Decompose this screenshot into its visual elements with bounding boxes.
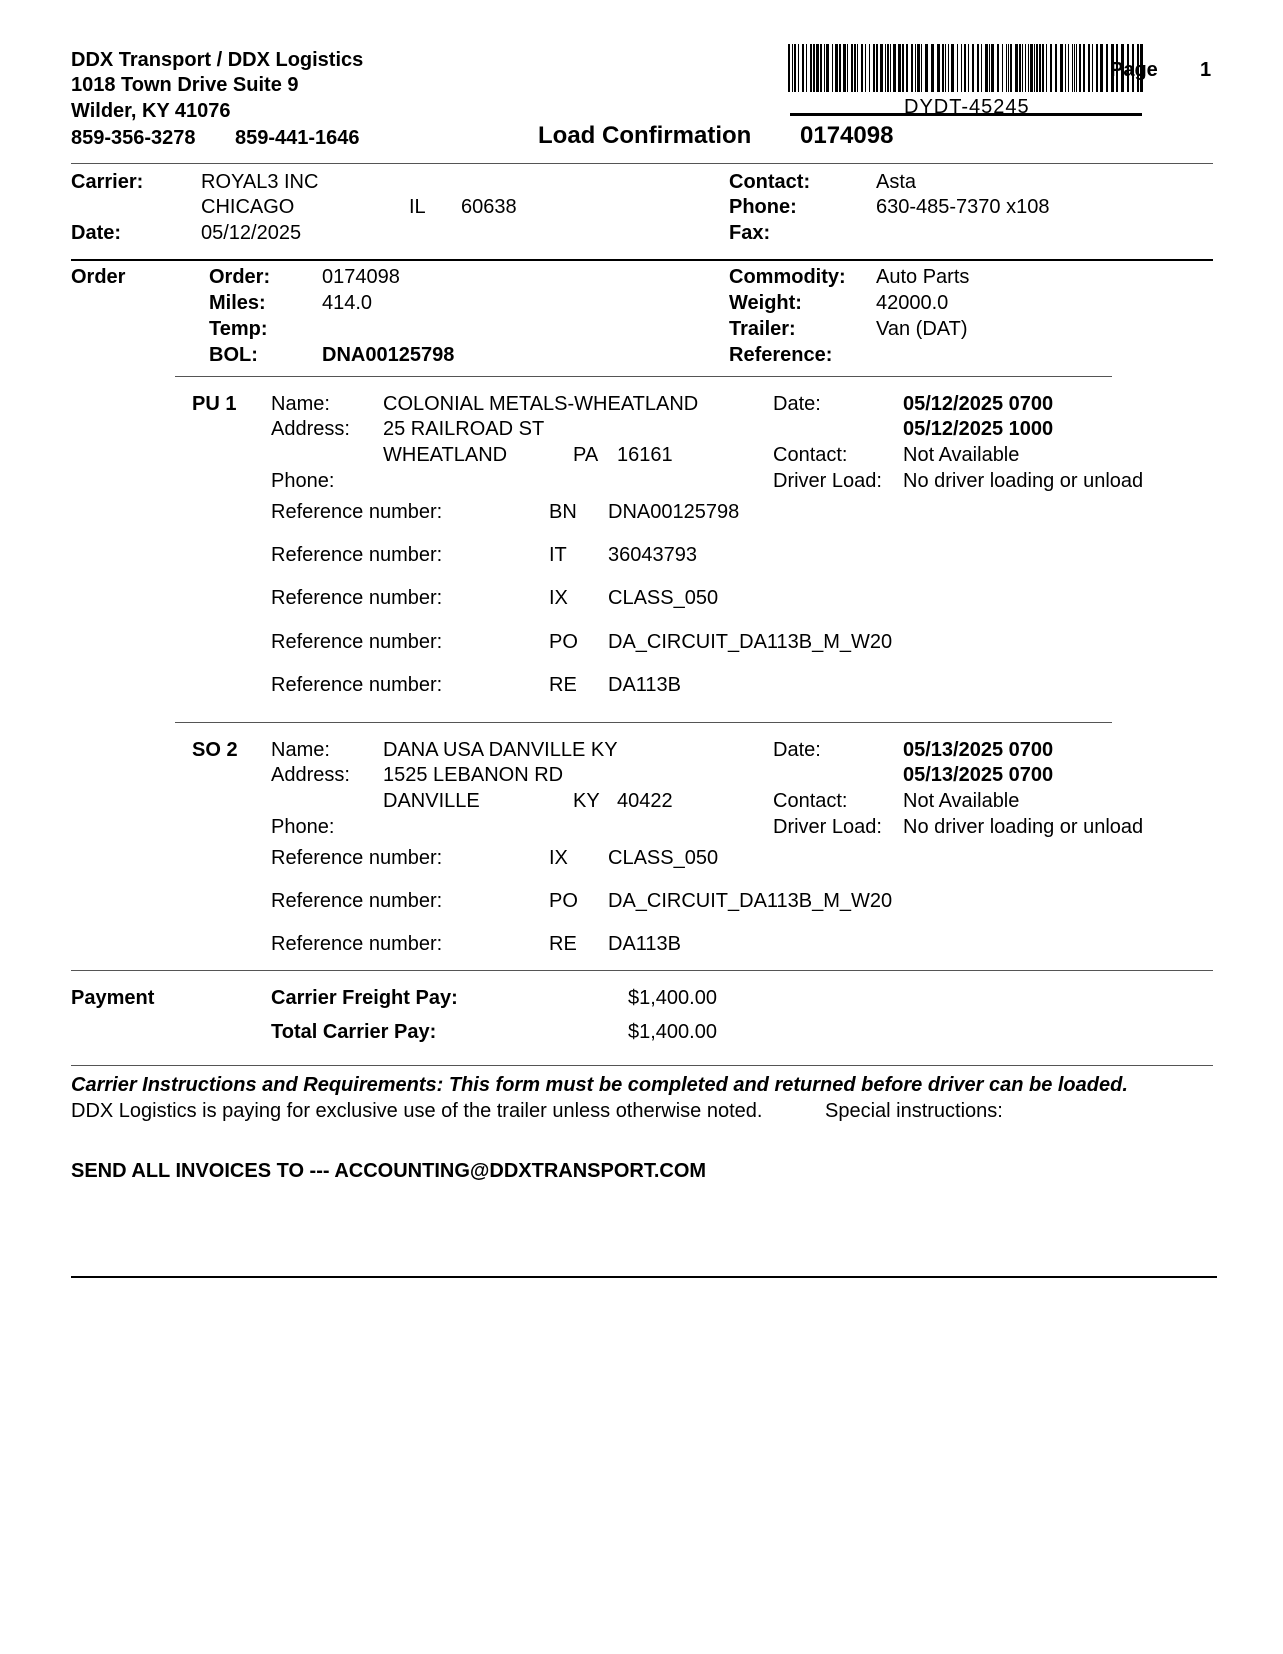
carrier-phone: 630-485-7370 x108 xyxy=(876,196,1050,218)
stop-zip: 40422 xyxy=(617,790,673,812)
carrier-zip: 60638 xyxy=(461,196,517,218)
barcode-text: DYDT-45245 xyxy=(904,96,1030,118)
stop-zip: 16161 xyxy=(617,444,673,466)
carrier-freight-pay-label: Carrier Freight Pay: xyxy=(271,987,458,1009)
carrier-state: IL xyxy=(409,196,426,218)
stop-phone-label: Phone: xyxy=(271,816,335,838)
reference-number-label: Reference number: xyxy=(271,501,443,523)
barcode-image xyxy=(788,44,1144,92)
stop-date-start: 05/12/2025 0700 xyxy=(903,393,1054,415)
carrier-date: 05/12/2025 xyxy=(201,222,302,244)
carrier-label: Carrier: xyxy=(71,171,144,193)
reference-code: RE xyxy=(549,674,577,696)
stop-id: SO 2 xyxy=(192,739,238,761)
order-label: Order: xyxy=(209,266,271,288)
stop-name: COLONIAL METALS-WHEATLAND xyxy=(383,393,699,415)
stop-id: PU 1 xyxy=(192,393,237,415)
reference-value: DA113B xyxy=(608,674,682,696)
stop-date-label: Date: xyxy=(773,739,821,761)
order-number: 0174098 xyxy=(322,266,400,288)
instructions-divider xyxy=(71,1065,1213,1066)
trailer-label: Trailer: xyxy=(729,318,796,340)
stop-name: DANA USA DANVILLE KY xyxy=(383,739,618,761)
stop-address-label: Address: xyxy=(271,764,350,786)
special-instructions-label: Special instructions: xyxy=(825,1100,1003,1122)
load-number: 0174098 xyxy=(800,122,894,149)
temp-label: Temp: xyxy=(209,318,268,340)
stop-street: 25 RAILROAD ST xyxy=(383,418,545,440)
reference-code: IX xyxy=(549,587,568,609)
reference-value: DA_CIRCUIT_DA113B_M_W20 xyxy=(608,631,893,653)
stop-state: PA xyxy=(573,444,599,466)
reference-code: IX xyxy=(549,847,568,869)
trailer-value: Van (DAT) xyxy=(876,318,968,340)
stop-contact-label: Contact: xyxy=(773,790,848,812)
stop-2-divider xyxy=(175,722,1112,723)
stop-street: 1525 LEBANON RD xyxy=(383,764,564,786)
company-name: DDX Transport / DDX Logistics xyxy=(71,49,364,71)
stop-date-label: Date: xyxy=(773,393,821,415)
reference-number-label: Reference number: xyxy=(271,544,443,566)
reference-code: RE xyxy=(549,933,577,955)
signature-line xyxy=(71,1276,1217,1278)
stop-city: WHEATLAND xyxy=(383,444,508,466)
carrier-freight-pay-value: $1,400.00 xyxy=(628,987,717,1009)
page-number: 1 xyxy=(1200,59,1212,81)
reference-code: PO xyxy=(549,631,578,653)
carrier-city: CHICAGO xyxy=(201,196,295,218)
stop-contact: Not Available xyxy=(903,790,1020,812)
stop-driver-load: No driver loading or unload xyxy=(903,816,1144,838)
carrier-date-label: Date: xyxy=(71,222,122,244)
reference-code: IT xyxy=(549,544,567,566)
bol-label: BOL: xyxy=(209,344,258,366)
miles-label: Miles: xyxy=(209,292,266,314)
stop-driver-load-label: Driver Load: xyxy=(773,816,882,838)
invoice-instructions: SEND ALL INVOICES TO --- ACCOUNTING@DDXTRANSPORT.COM xyxy=(71,1160,707,1182)
stop-phone-label: Phone: xyxy=(271,470,335,492)
carrier-instructions-heading: Carrier Instructions and Requirements: This form must be completed and returned before driver can be loaded. xyxy=(71,1074,1128,1096)
reference-number-label: Reference number: xyxy=(271,890,443,912)
stop-state: KY xyxy=(573,790,600,812)
reference-value: DA113B xyxy=(608,933,682,955)
company-address-line1: 1018 Town Drive Suite 9 xyxy=(71,74,299,96)
stop-1-divider xyxy=(175,376,1112,377)
carrier-contact: Asta xyxy=(876,171,917,193)
stop-name-label: Name: xyxy=(271,393,330,415)
reference-code: BN xyxy=(549,501,577,523)
stop-driver-load: No driver loading or unload xyxy=(903,470,1144,492)
commodity-value: Auto Parts xyxy=(876,266,970,288)
weight-label: Weight: xyxy=(729,292,802,314)
stop-date-end: 05/13/2025 0700 xyxy=(903,764,1054,786)
exclusive-use-note: DDX Logistics is paying for exclusive use of the trailer unless otherwise noted. xyxy=(71,1100,763,1122)
commodity-label: Commodity: xyxy=(729,266,846,288)
document-title: Load Confirmation xyxy=(538,122,752,149)
reference-number-label: Reference number: xyxy=(271,674,443,696)
miles-value: 414.0 xyxy=(322,292,373,314)
reference-value: CLASS_050 xyxy=(608,587,719,609)
stop-driver-load-label: Driver Load: xyxy=(773,470,882,492)
reference-code: PO xyxy=(549,890,578,912)
carrier-name: ROYAL3 INC xyxy=(201,171,319,193)
reference-value: CLASS_050 xyxy=(608,847,719,869)
stop-name-label: Name: xyxy=(271,739,330,761)
total-carrier-pay-label: Total Carrier Pay: xyxy=(271,1021,437,1043)
company-address-line2: Wilder, KY 41076 xyxy=(71,100,231,122)
bol-value: DNA00125798 xyxy=(322,344,455,366)
reference-number-label: Reference number: xyxy=(271,847,443,869)
reference-label: Reference: xyxy=(729,344,833,366)
carrier-divider xyxy=(71,259,1213,261)
payment-section-label: Payment xyxy=(71,987,155,1009)
carrier-contact-label: Contact: xyxy=(729,171,811,193)
page-label: Page xyxy=(1110,59,1158,81)
reference-number-label: Reference number: xyxy=(271,933,443,955)
reference-value: DA_CIRCUIT_DA113B_M_W20 xyxy=(608,890,893,912)
company-phone-2: 859-441-1646 xyxy=(235,127,360,149)
reference-number-label: Reference number: xyxy=(271,587,443,609)
stop-contact-label: Contact: xyxy=(773,444,848,466)
total-carrier-pay-value: $1,400.00 xyxy=(628,1021,717,1043)
reference-value: DNA00125798 xyxy=(608,501,740,523)
header-divider xyxy=(71,163,1213,164)
stop-date-end: 05/12/2025 1000 xyxy=(903,418,1054,440)
weight-value: 42000.0 xyxy=(876,292,949,314)
stop-city: DANVILLE xyxy=(383,790,480,812)
reference-value: 36043793 xyxy=(608,544,697,566)
stop-address-label: Address: xyxy=(271,418,350,440)
barcode-underline xyxy=(790,113,1142,116)
stop-contact: Not Available xyxy=(903,444,1020,466)
order-section-label: Order xyxy=(71,266,126,288)
stop-date-start: 05/13/2025 0700 xyxy=(903,739,1054,761)
carrier-phone-label: Phone: xyxy=(729,196,797,218)
reference-number-label: Reference number: xyxy=(271,631,443,653)
carrier-fax-label: Fax: xyxy=(729,222,771,244)
company-phone-1: 859-356-3278 xyxy=(71,127,196,149)
payment-divider xyxy=(71,970,1213,971)
